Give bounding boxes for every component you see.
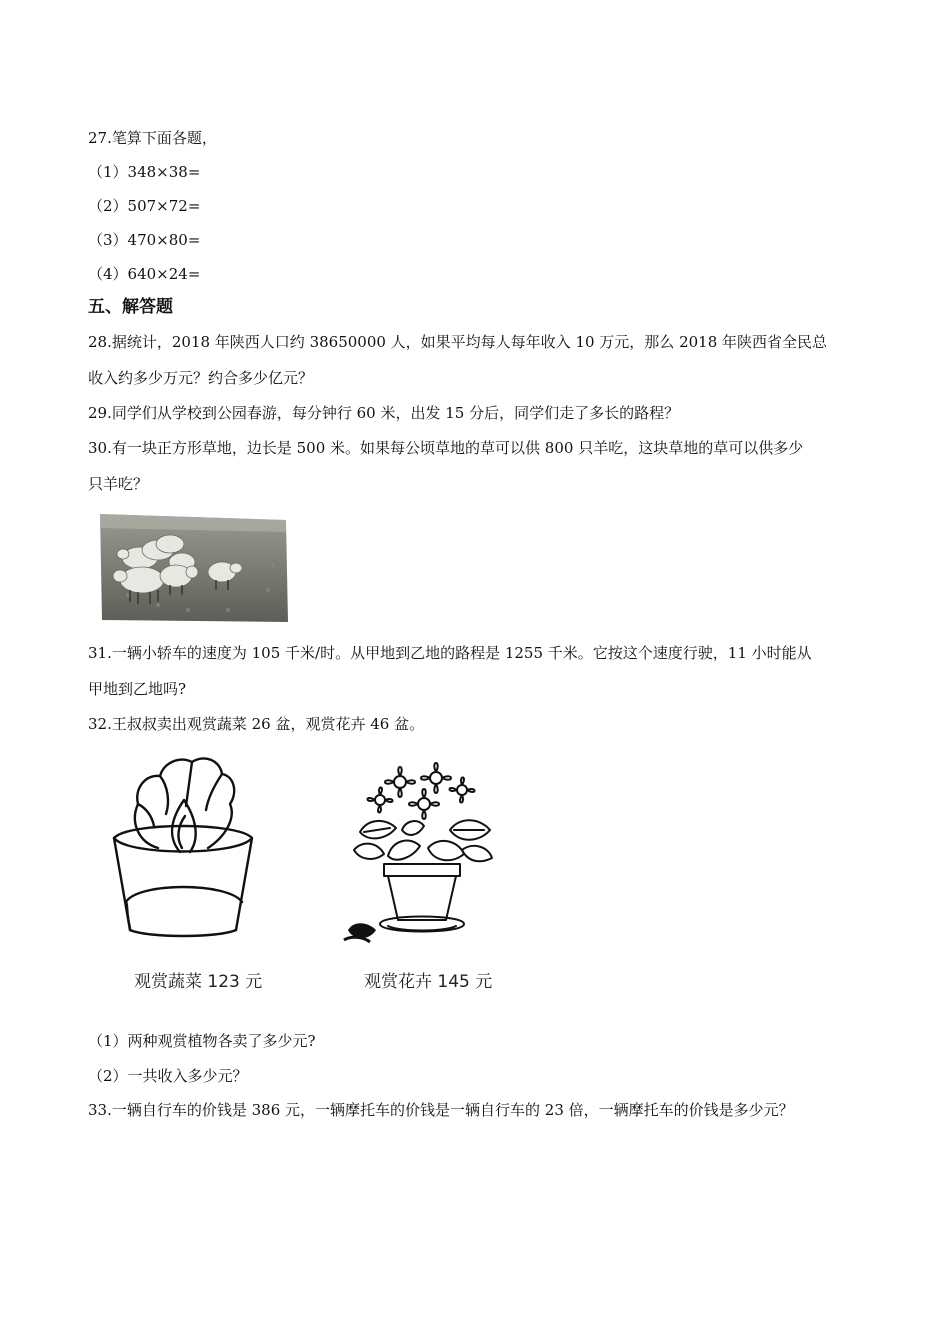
q30-line-2: 只羊吃？: [88, 475, 149, 493]
vegetable-pot-drawing: [108, 752, 258, 942]
q33-line-1: 33.一辆自行车的价钱是 386 元，一辆摩托车的价钱是一辆自行车的 23 倍，一辆摩托车的价钱是多少元？: [88, 1101, 794, 1119]
q31-line-1: 31.一辆小轿车的速度为 105 千米/时。从甲地到乙地的路程是 1255 千米。它按这个速度行驶，11 小时能从: [88, 644, 812, 662]
sheep-photo: [98, 510, 290, 624]
q27-item-1: （1）348×38=: [88, 163, 201, 181]
q30-line-1: 30.有一块正方形草地，边长是 500 米。如果每公顷草地的草可以供 800 只羊吃，这块草地的草可以供多少: [88, 439, 804, 457]
q28-line-2: 收入约多少万元？约合多少亿元？: [88, 369, 314, 387]
q32-sub-1: （1）两种观赏植物各卖了多少元?: [88, 1032, 316, 1050]
q29-line-1: 29.同学们从学校到公园春游，每分钟行 60 米，出发 15 分后，同学们走了多长的路程？: [88, 404, 680, 422]
q32-line-1: 32.王叔叔卖出观赏蔬菜 26 盆，观赏花卉 46 盆。: [88, 715, 425, 733]
q28-line-1: 28.据统计，2018 年陕西人口约 38650000 人，如果平均每人每年收入 10 万元，那么 2018 年陕西省全民总: [88, 333, 828, 351]
flower-pot-drawing: [340, 760, 500, 945]
flower-heads: [368, 763, 475, 819]
flower-leaves: [354, 820, 492, 861]
q27-item-3: （3）470×80=: [88, 231, 201, 249]
vegetable-caption: 观赏蔬菜 123 元: [134, 972, 263, 992]
q27-title: 27.笔算下面各题，: [88, 129, 217, 147]
q27-item-2: （2）507×72=: [88, 197, 201, 215]
section-heading: 五、解答题: [88, 297, 173, 317]
flower-caption: 观赏花卉 145 元: [364, 972, 493, 992]
q27-item-4: （4）640×24=: [88, 265, 201, 283]
q32-sub-2: （2）一共收入多少元？: [88, 1067, 248, 1085]
q31-line-2: 甲地到乙地吗?: [88, 680, 187, 698]
